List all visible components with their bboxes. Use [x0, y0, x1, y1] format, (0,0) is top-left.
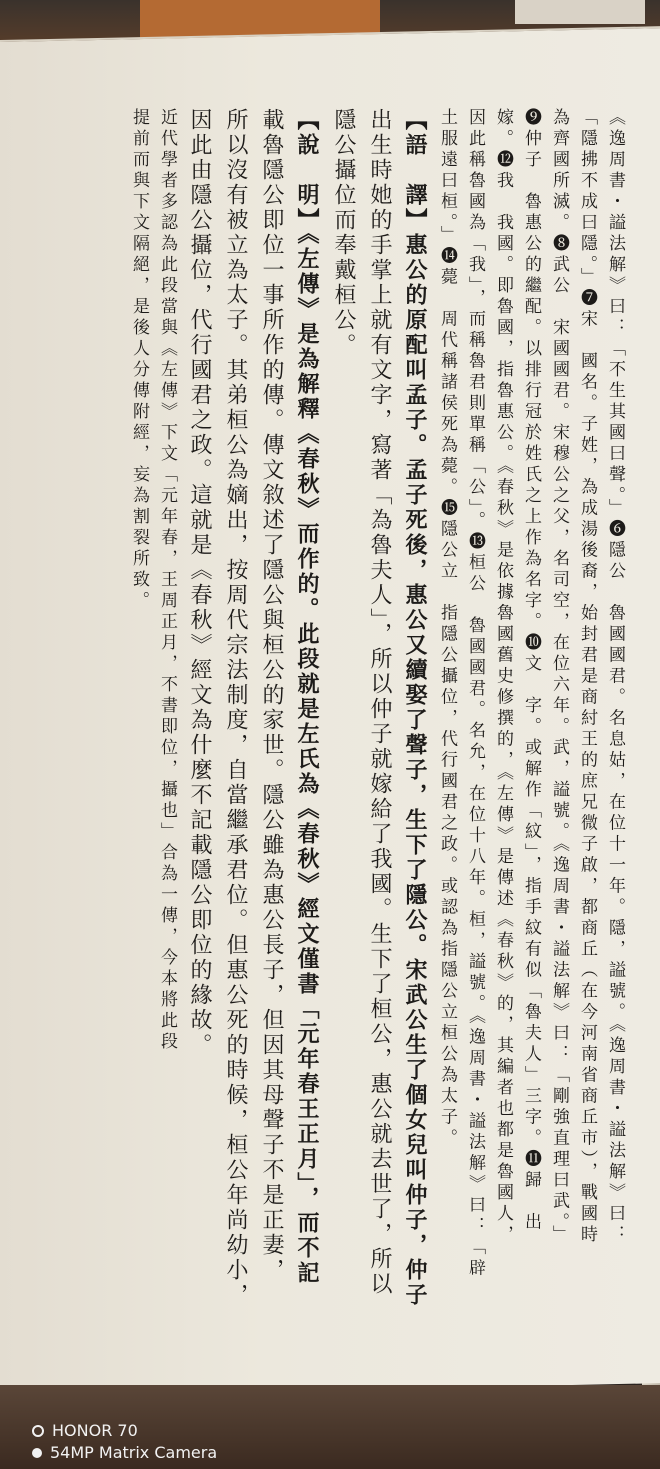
- watermark-brand: HONOR 70: [52, 1421, 138, 1440]
- note-column: 為齊國所滅。❽武公 宋國國君。宋穆公之父，名司空，在位六年。武，謚號。《逸周書・謚法解》曰：「剛強直理曰武。」: [549, 108, 569, 1246]
- note-column: 嫁。⓬我 我國。即魯國，指魯惠公。《春秋》是依據魯國舊史修撰的，《左傳》是傳述《春秋》的，其編者也都是魯國人，: [493, 108, 513, 1246]
- explanation-column: 近代學者多認為此段當與《左傳》下文「元年春，王周正月，不書即位，攝也」合為一傳，今本將此段: [157, 108, 177, 1053]
- paper-corner: [515, 0, 645, 24]
- note-column: ❾仲子 魯惠公的繼配。以排行冠於姓氏之上作為名字。❿文 字。或解作「紋」，指手紋有似「魯夫人」三字。⓫歸 出: [521, 108, 541, 1234]
- watermark-camera: 54MP Matrix Camera: [50, 1443, 218, 1462]
- note-column: 《逸周書・謚法解》曰：「不生其國曰聲。」❻隱公 魯國國君。名息姑，在位十一年。隱，謚號。《逸周書・謚法解》曰：: [605, 108, 625, 1246]
- translation-column: 出生時她的手掌上就有文字，寫著「為魯夫人」，所以仲子就嫁給了我國。生下了桓公，惠公就去世了，所以: [367, 108, 392, 1297]
- ring-icon: [32, 1425, 44, 1437]
- watermark-brand-line: [32, 1420, 217, 1442]
- explanation-column: 提前而與下文隔絕，是後人分傳附經，妄為割裂所致。: [129, 108, 149, 612]
- note-column: 「隱拂不成曰隱。」❼宋 國名。子姓，為成湯後裔，始封君是商紂王的庶兄微子啟，都商丘（在今河南省商丘市），戰國時: [577, 108, 597, 1246]
- explanation-column: 所以沒有被立為太子。其弟桓公為嫡出，按周代宗法制度，自當繼承君位。但惠公死的時候，桓公年尚幼小，: [223, 108, 248, 1308]
- explanation-column: 載魯隱公即位一事所作的傳。傳文敘述了隱公與桓公的家世。隱公雖為惠公長子，但因其母聲子不是正妻，: [259, 108, 284, 1283]
- translation-column: 【語 譯】惠公的原配叫孟子。孟子死後，惠公又續娶了聲子，生下了隱公。宋武公生了個女兒叫仲子，仲子: [402, 108, 428, 1308]
- camera-watermark: [32, 1420, 217, 1464]
- vertical-text-block: [28, 108, 628, 1338]
- dot-icon: [32, 1448, 42, 1458]
- note-column: 土服遠曰桓。」⓮薨 周代稱諸侯死為薨。⓯隱公立 指隱公攝位，代行國君之政。或認為指隱公立桓公為太子。: [437, 108, 457, 1150]
- explanation-column: 因此由隱公攝位，代行國君之政。這就是《春秋》經文為什麼不記載隱公即位的緣故。: [187, 108, 212, 1058]
- note-column: 因此稱魯國為「我」，而稱魯君則單稱「公」。⓭桓公 魯國國君。名允，在位十八年。桓，謚號。《逸周書・謚法解》曰：「辟: [465, 108, 485, 1280]
- explanation-column: 【說 明】《左傳》是為解釋《春秋》而作的。此段就是左氏為《春秋》經文僅書「元年春王正月」，而不記: [294, 108, 320, 1286]
- translation-column: 隱公攝位而奉戴桓公。: [331, 108, 356, 358]
- watermark-camera-line: [32, 1442, 217, 1464]
